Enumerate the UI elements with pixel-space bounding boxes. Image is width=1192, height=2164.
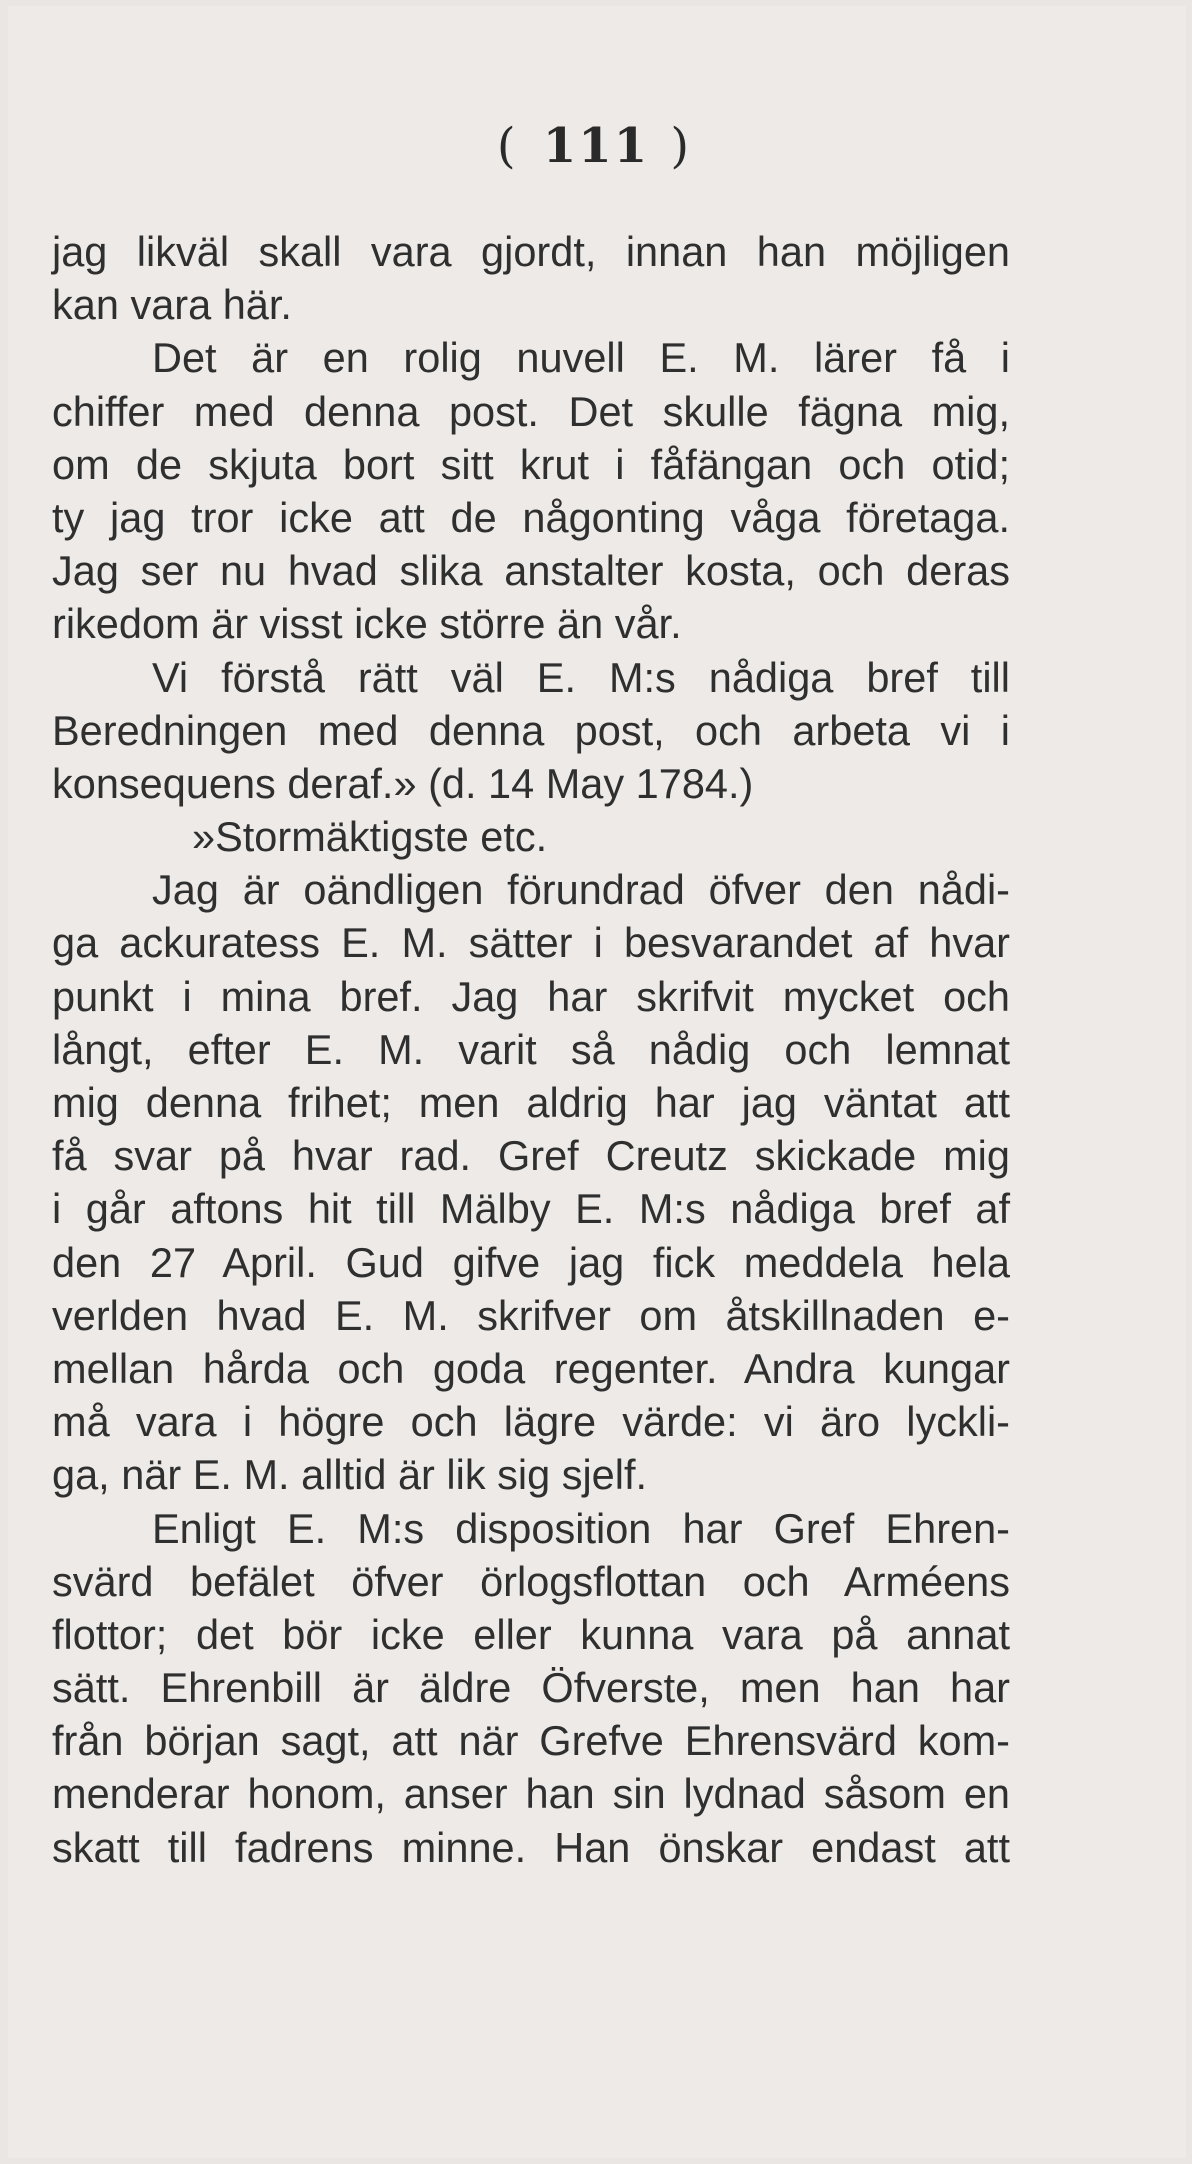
- text-line: »Stormäktigste etc.: [192, 813, 548, 861]
- text-line: mellan hårda och goda regenter. Andra kungar: [52, 1344, 1010, 1392]
- text-line: i går aftons hit till Mälby E. M:s nådiga bref af: [52, 1185, 1010, 1233]
- text-line: ga ackuratess E. M. sätter i besvarandet af hvar: [52, 919, 1010, 967]
- text-line: sätt. Ehrenbill är äldre Öfverste, men han har: [52, 1664, 1010, 1712]
- text-line: Beredningen med denna post, och arbeta vi i: [52, 706, 1010, 754]
- text-line: menderar honom, anser han sin lydnad såsom en: [52, 1770, 1010, 1818]
- body-text: [52, 225, 1010, 1874]
- text-line: verlden hvad E. M. skrifver om åtskillnaden e-: [52, 1291, 1010, 1339]
- text-line: ga, när E. M. alltid är lik sig sjelf.: [52, 1451, 648, 1499]
- text-line: den 27 April. Gud gifve jag fick meddela hela: [52, 1238, 1010, 1286]
- page-number: 111: [542, 118, 650, 174]
- text-line: Jag ser nu hvad slika anstalter kosta, och deras: [52, 547, 1010, 595]
- text-line: jag likväl skall vara gjordt, innan han möjligen: [52, 228, 1010, 275]
- text-line: Jag är oändligen förundrad öfver den nådi-: [152, 866, 1010, 914]
- text-line: må vara i högre och lägre värde: vi äro lyckli-: [52, 1398, 1010, 1446]
- page-number-header: [0, 118, 1192, 174]
- text-line: flottor; det bör icke eller kunna vara på annat: [52, 1610, 1010, 1658]
- text-line: ty jag tror icke att de någonting våga företaga.: [52, 493, 1010, 541]
- text-line: punkt i mina bref. Jag har skrifvit mycket och: [52, 972, 1010, 1020]
- text-line: kan vara här.: [52, 281, 292, 329]
- text-line: långt, efter E. M. varit så nådig och lemnat: [52, 1025, 1010, 1073]
- text-line: rikedom är visst icke större än vår.: [52, 600, 682, 648]
- text-line: mig denna frihet; men aldrig har jag väntat att: [52, 1079, 1010, 1126]
- text-line: svärd befälet öfver örlogsflottan och Arméens: [52, 1557, 1010, 1605]
- page-number-close-paren: ): [670, 118, 696, 174]
- text-line: om de skjuta bort sitt krut i fåfängan och otid;: [52, 440, 1010, 488]
- text-line: från början sagt, att när Grefve Ehrensvärd kom-: [52, 1717, 1010, 1765]
- text-line: Det är en rolig nuvell E. M. lärer få i: [152, 334, 1010, 382]
- page-number-open-paren: (: [496, 118, 522, 174]
- text-line: Enligt E. M:s disposition har Gref Ehren-: [152, 1504, 1010, 1552]
- text-line: konsequens deraf.» (d. 14 May 1784.): [52, 759, 754, 807]
- text-line: Vi förstå rätt väl E. M:s nådiga bref till: [152, 653, 1010, 701]
- text-line: chiffer med denna post. Det skulle fägna mig,: [52, 387, 1010, 435]
- text-line: skatt till fadrens minne. Han önskar endast att: [52, 1823, 1010, 1871]
- text-line: få svar på hvar rad. Gref Creutz skickade mig: [52, 1132, 1010, 1180]
